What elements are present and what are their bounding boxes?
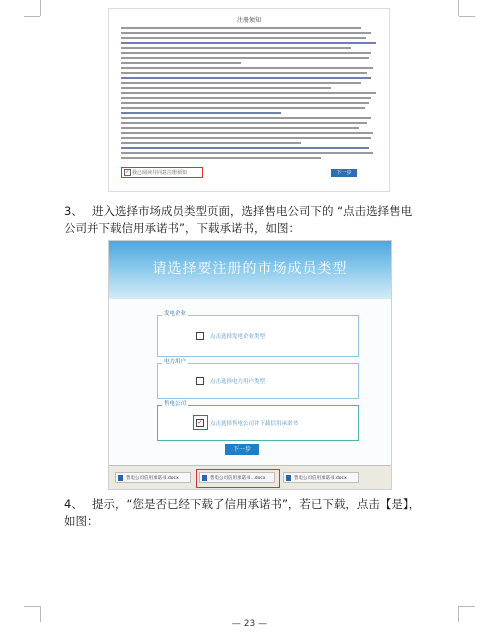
step3-paragraph: [64, 203, 472, 237]
notice-text-line: [121, 52, 371, 54]
generator-option[interactable]: 点击选择发电企业类型: [210, 334, 266, 340]
notice-text-line: [121, 62, 241, 64]
notice-text-line: [121, 157, 321, 159]
word-doc-icon: [118, 475, 123, 481]
step4-paragraph: [64, 496, 472, 530]
step4-line2: 如图：: [64, 514, 99, 528]
notice-text-line: [121, 97, 371, 99]
user-checkbox[interactable]: [196, 377, 204, 385]
download-highlight: [196, 469, 280, 488]
download-bar: [109, 465, 391, 490]
notice-text-line: [121, 107, 365, 109]
seller-option[interactable]: 点击选择售电公司并下载信用承诺书: [210, 421, 299, 427]
group-seller-title: 售电公司: [164, 401, 187, 407]
notice-text-line: [121, 87, 331, 89]
member-type-next-button[interactable]: 下一步: [225, 444, 259, 455]
seller-checkbox-highlight: [193, 415, 208, 430]
notice-text-line: [121, 92, 376, 94]
notice-text-line: [121, 127, 359, 129]
notice-title: 注册须知: [236, 17, 261, 24]
notice-text-line: [121, 117, 371, 119]
notice-text-line: [121, 67, 373, 69]
notice-text-line: [121, 42, 376, 44]
notice-text-line: [121, 112, 281, 114]
notice-text-line: [121, 142, 301, 144]
member-type-screenshot: [108, 240, 392, 490]
step4-line1: 提示，“您是否已经下载了信用承诺书”，若已下载，点击【是】，: [92, 497, 421, 511]
group-user-title: 电力用户: [164, 359, 187, 365]
step3-line1: 进入选择市场成员类型页面，选择售电公司下的 “点击选择售电: [92, 204, 413, 218]
generator-checkbox[interactable]: [196, 332, 204, 340]
download-item[interactable]: [115, 472, 191, 483]
agree-label: 我已阅读并同意注册须知: [132, 170, 188, 176]
download-item-label: 售电公司信用承诺书.docx: [294, 476, 347, 481]
notice-text-line: [121, 122, 367, 124]
notice-text-line: [121, 37, 366, 39]
step3-line2: 公司并下载信用承诺书”，下载承诺书，如图：: [64, 221, 300, 235]
seller-checkbox[interactable]: ✓: [197, 419, 203, 426]
download-item-label: 售电公司信用承诺书.docx: [126, 476, 179, 481]
notice-text-line: [121, 47, 351, 49]
notice-text-line: [121, 152, 373, 154]
notice-text-line: [121, 27, 361, 29]
group-generator: [157, 311, 359, 357]
notice-text-line: [121, 77, 371, 79]
agree-highlight[interactable]: [121, 167, 203, 178]
notice-text-line: [121, 82, 361, 84]
user-option[interactable]: 点击选择电力用户类型: [210, 379, 266, 385]
notice-next-button[interactable]: 下一步: [331, 169, 357, 177]
notice-text-line: [121, 57, 369, 59]
download-item[interactable]: [283, 472, 359, 483]
notice-text-line: [121, 72, 367, 74]
page-number: — 23 —: [231, 619, 268, 629]
download-item-label: 售电公司信用承诺书...docx: [210, 476, 266, 481]
member-type-title: 请选择要注册的市场成员类型: [152, 261, 348, 277]
notice-text-line: [121, 137, 371, 139]
notice-screenshot: [108, 8, 390, 192]
step4-number: 4、: [64, 497, 83, 511]
group-user: [157, 359, 359, 399]
notice-text-line: [121, 147, 369, 149]
notice-text-line: [121, 102, 369, 104]
step3-number: 3、: [64, 204, 83, 218]
agree-checkbox[interactable]: ✓: [125, 169, 130, 175]
word-doc-icon: [286, 475, 291, 481]
notice-text-line: [121, 132, 373, 134]
group-generator-title: 发电企业: [164, 311, 187, 317]
group-seller: [157, 401, 359, 441]
notice-text-line: [121, 32, 371, 34]
